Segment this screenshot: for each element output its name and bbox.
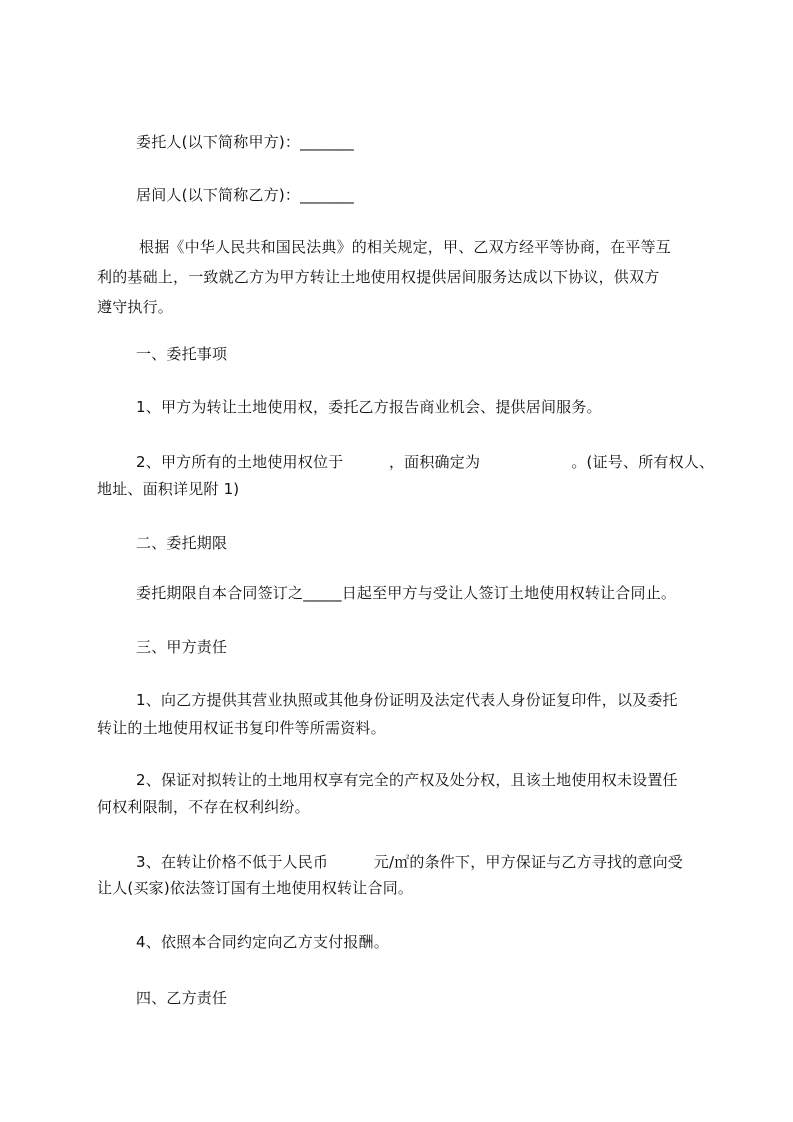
section-heading-3: 三、甲方责任 — [136, 638, 228, 656]
section3-paragraph-3-line-1: 3、在转让价格不低于人民币 元/㎡的条件下，甲方保证与乙方寻找的意向受 — [136, 853, 684, 871]
section1-paragraph-2-line-2: 地址、面积详见附 1) — [97, 480, 240, 498]
preamble-line-2: 利的基础上，一致就乙方为甲方转让土地使用权提供居间服务达成以下协议，供双方 — [97, 268, 660, 286]
intermediary-party-line: 居间人(以下简称乙方)：_______ — [136, 186, 355, 204]
section-heading-2: 二、委托期限 — [136, 534, 228, 552]
section3-paragraph-1-line-2: 转让的土地使用权证书复印件等所需资料。 — [97, 719, 386, 737]
section3-paragraph-1-line-1: 1、向乙方提供其营业执照或其他身份证明及法定代表人身份证复印件，以及委托 — [136, 691, 678, 709]
section1-paragraph-1: 1、甲方为转让土地使用权，委托乙方报告商业机会、提供居间服务。 — [136, 398, 602, 416]
section-heading-4: 四、乙方责任 — [136, 989, 228, 1007]
principal-party-line: 委托人(以下简称甲方)：_______ — [136, 133, 355, 151]
section3-paragraph-2-line-1: 2、保证对拟转让的土地用权享有完全的产权及处分权，且该土地使用权未设置任 — [136, 771, 678, 789]
section2-paragraph-1: 委托期限自本合同签订之_____日起至甲方与受让人签订土地使用权转让合同止。 — [136, 584, 677, 602]
section3-paragraph-4: 4、依照本合同约定向乙方支付报酬。 — [136, 933, 389, 951]
section3-paragraph-2-line-2: 何权利限制，不存在权利纠纷。 — [97, 798, 310, 816]
preamble-line-1: 根据《中华人民共和国民法典》的相关规定，甲、乙双方经平等协商，在平等互 — [139, 238, 672, 256]
section1-paragraph-2-line-1: 2、甲方所有的土地使用权位于 ，面积确定为 。(证号、所有权人、 — [136, 453, 715, 471]
section-heading-1: 一、委托事项 — [136, 345, 228, 363]
section3-paragraph-3-line-2: 让人(买家)依法签订国有土地使用权转让合同。 — [97, 879, 414, 897]
preamble-line-3: 遵守执行。 — [97, 298, 174, 316]
